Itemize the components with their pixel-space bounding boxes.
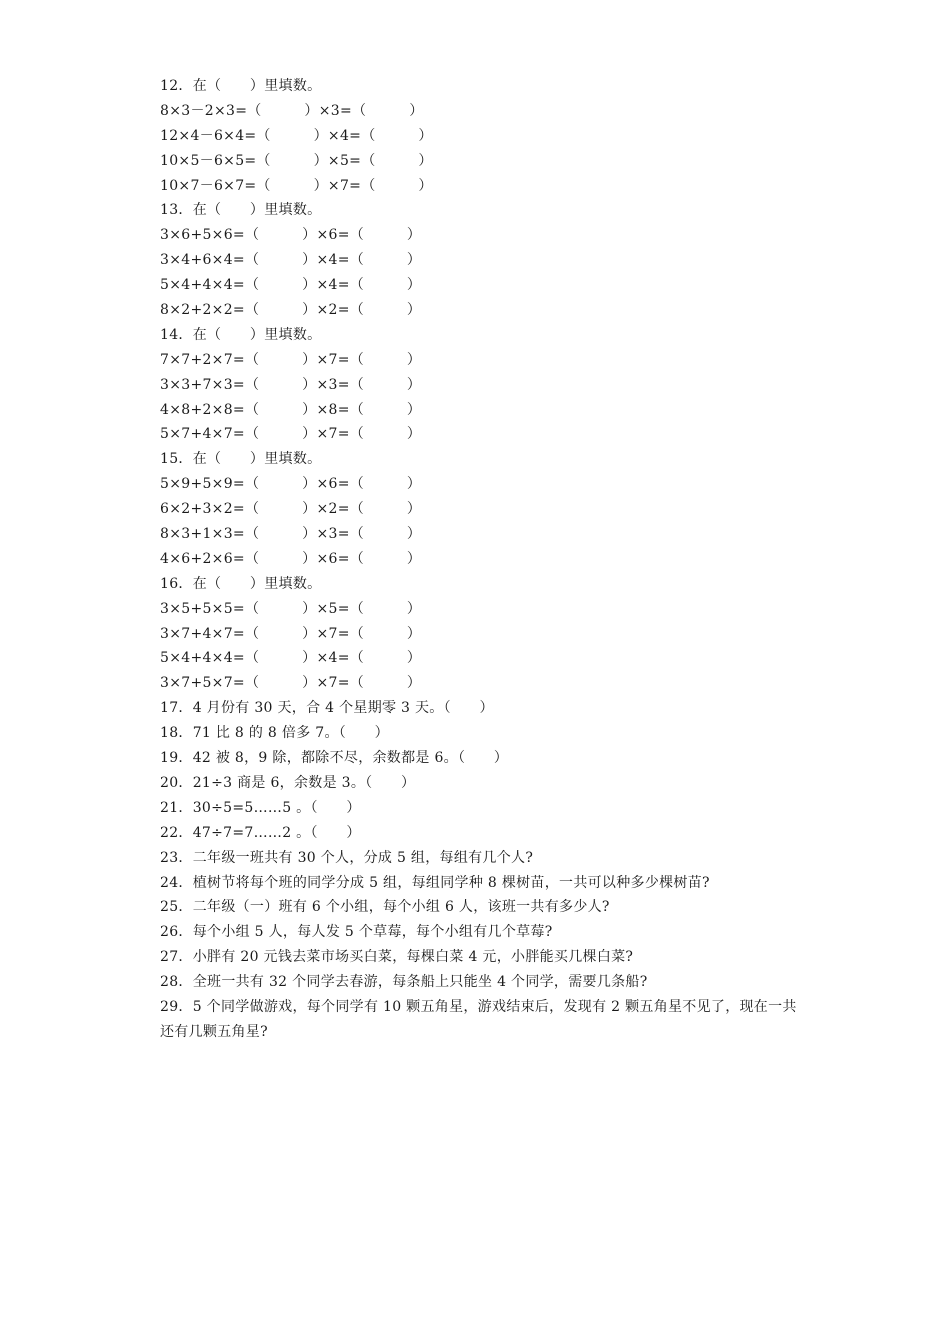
question-13-heading: 13．在（ ）里填数。 <box>160 202 322 219</box>
equation-line: 5×7+4×7=（ ）×7=（ ） <box>160 426 422 443</box>
question-21: 21．30÷5=5……5 。（ ） <box>160 799 361 816</box>
question-24: 24．植树节将每个班的同学分成 5 组，每组同学种 8 棵树苗，一共可以种多少棵树苗? <box>160 874 710 891</box>
equation-line: 7×7+2×7=（ ）×7=（ ） <box>160 351 422 368</box>
equation-line: 3×7+4×7=（ ）×7=（ ） <box>160 625 422 642</box>
question-17: 17．4 月份有 30 天，合 4 个星期零 3 天。（ ） <box>160 700 494 717</box>
equation-line: 6×2+3×2=（ ）×2=（ ） <box>160 501 422 518</box>
question-23: 23．二年级一班共有 30 个人，分成 5 组，每组有几个人? <box>160 849 534 866</box>
question-28: 28．全班一共有 32 个同学去春游，每条船上只能坐 4 个同学，需要几条船? <box>160 974 648 991</box>
question-20: 20．21÷3 商是 6，余数是 3。（ ） <box>160 774 416 791</box>
equation-line: 8×2+2×2=（ ）×2=（ ） <box>160 302 422 319</box>
equation-line: 4×8+2×8=（ ）×8=（ ） <box>160 401 422 418</box>
question-25: 25．二年级（一）班有 6 个小组，每个小组 6 人，该班一共有多少人? <box>160 899 610 916</box>
question-15-heading: 15．在（ ）里填数。 <box>160 451 322 468</box>
equation-line: 3×3+7×3=（ ）×3=（ ） <box>160 376 422 393</box>
equation-line: 8×3+1×3=（ ）×3=（ ） <box>160 526 422 543</box>
equation-line: 3×4+6×4=（ ）×4=（ ） <box>160 252 422 269</box>
equation-line: 10×5－6×5=（ ）×5=（ ） <box>160 152 433 169</box>
question-22: 22．47÷7=7……2 。（ ） <box>160 824 361 841</box>
equation-line: 3×7+5×7=（ ）×7=（ ） <box>160 675 422 692</box>
question-27: 27．小胖有 20 元钱去菜市场买白菜，每棵白菜 4 元，小胖能买几棵白菜? <box>160 949 634 966</box>
question-26: 26．每个小组 5 人，每人发 5 个草莓，每个小组有几个草莓? <box>160 924 553 941</box>
equation-line: 3×5+5×5=（ ）×5=（ ） <box>160 600 422 617</box>
question-18: 18．71 比 8 的 8 倍多 7。（ ） <box>160 725 389 742</box>
question-14-heading: 14．在（ ）里填数。 <box>160 326 322 343</box>
equation-line: 4×6+2×6=（ ）×6=（ ） <box>160 550 422 567</box>
equation-line: 12×4－6×4=（ ）×4=（ ） <box>160 127 433 144</box>
equation-line: 8×3－2×3=（ ）×3=（ ） <box>160 102 424 119</box>
question-19: 19．42 被 8，9 除，都除不尽，余数都是 6。（ ） <box>160 750 509 767</box>
question-12-heading: 12．在（ ）里填数。 <box>160 78 322 94</box>
equation-line: 5×4+4×4=（ ）×4=（ ） <box>160 650 422 667</box>
equation-line: 3×6+5×6=（ ）×6=（ ） <box>160 227 422 244</box>
equation-line: 5×4+4×4=（ ）×4=（ ） <box>160 277 422 294</box>
question-16-heading: 16．在（ ）里填数。 <box>160 575 322 592</box>
question-29: 29．5 个同学做游戏，每个同学有 10 颗五角星，游戏结束后，发现有 2 颗五角星不见了，现在一共还有几颗五角星? <box>160 998 797 1040</box>
equation-line: 10×7－6×7=（ ）×7=（ ） <box>160 177 433 194</box>
worksheet-content <box>160 74 800 1045</box>
equation-line: 5×9+5×9=（ ）×6=（ ） <box>160 476 422 493</box>
